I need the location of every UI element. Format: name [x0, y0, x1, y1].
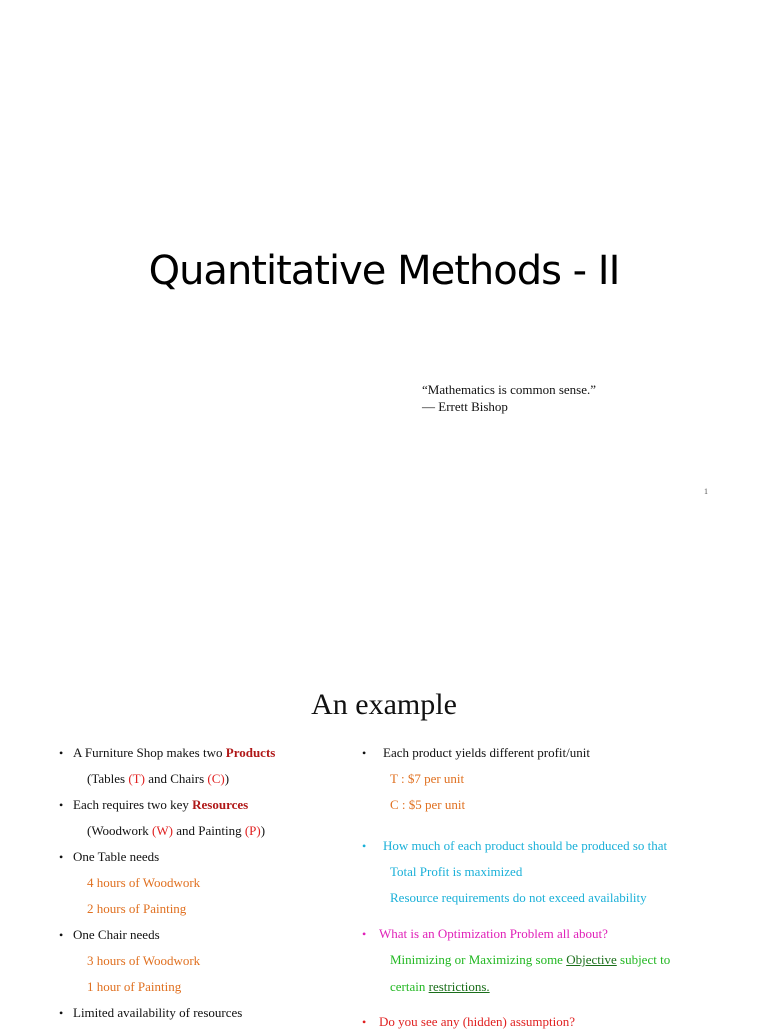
title-slide [0, 0, 768, 512]
profit-c: C : $5 per unit [390, 797, 466, 812]
bullet-icon: • [59, 850, 64, 864]
bullet-icon: • [59, 1006, 64, 1020]
quote-author: — Errett Bishop [422, 399, 508, 414]
bullet-icon: • [362, 1015, 367, 1029]
right-bullet-2: How much of each product should be produced so that [383, 838, 668, 853]
products-highlight: Products [225, 745, 276, 760]
bullet-icon: • [59, 798, 64, 812]
goal-resources: Resource requirements do not exceed availability [390, 890, 647, 905]
optimization-definition-2: certain restrictions. [390, 979, 490, 994]
bullet-icon: • [59, 928, 64, 942]
profit-t: T : $7 per unit [390, 771, 465, 786]
right-bullet-1: Each product yields different profit/unit [383, 745, 590, 760]
resources-highlight: Resources [192, 797, 249, 812]
bullet-icon: • [59, 746, 64, 760]
left-bullet-4: One Chair needs [73, 927, 160, 942]
chair-woodwork-hours: 3 hours of Woodwork [87, 953, 201, 968]
table-woodwork-hours: 4 hours of Woodwork [87, 875, 201, 890]
example-slide [0, 512, 768, 1029]
table-painting-hours: 2 hours of Painting [87, 901, 187, 916]
chair-painting-hours: 1 hour of Painting [87, 979, 182, 994]
quote-text: “Mathematics is common sense.” [422, 382, 597, 397]
bullet-icon: • [362, 927, 367, 941]
restrictions-link[interactable]: restrictions. [428, 979, 490, 994]
right-bullet-4: Do you see any (hidden) assumption? [379, 1014, 576, 1029]
left-bullet-5: Limited availability of resources [73, 1005, 243, 1020]
left-bullet-1-sub: (Tables (T) and Chairs (C)) [87, 771, 230, 786]
bullet-icon: • [362, 746, 367, 760]
optimization-definition-1: Minimizing or Maximizing some Objective subject to [390, 952, 671, 967]
left-bullet-2-sub: (Woodwork (W) and Painting (P)) [87, 823, 266, 838]
left-bullet-1: A Furniture Shop makes two Products [73, 745, 276, 760]
goal-profit: Total Profit is maximized [390, 864, 523, 879]
right-bullet-3: What is an Optimization Problem all about? [379, 926, 608, 941]
objective-link[interactable]: Objective [566, 952, 617, 967]
slide-title: Quantitative Methods - II [148, 248, 620, 294]
page-number: 1 [704, 487, 708, 496]
left-bullet-3: One Table needs [73, 849, 160, 864]
bullet-icon: • [362, 839, 367, 853]
left-bullet-2: Each requires two key Resources [73, 797, 249, 812]
quote-block [422, 381, 596, 415]
slide-title: An example [311, 688, 457, 721]
